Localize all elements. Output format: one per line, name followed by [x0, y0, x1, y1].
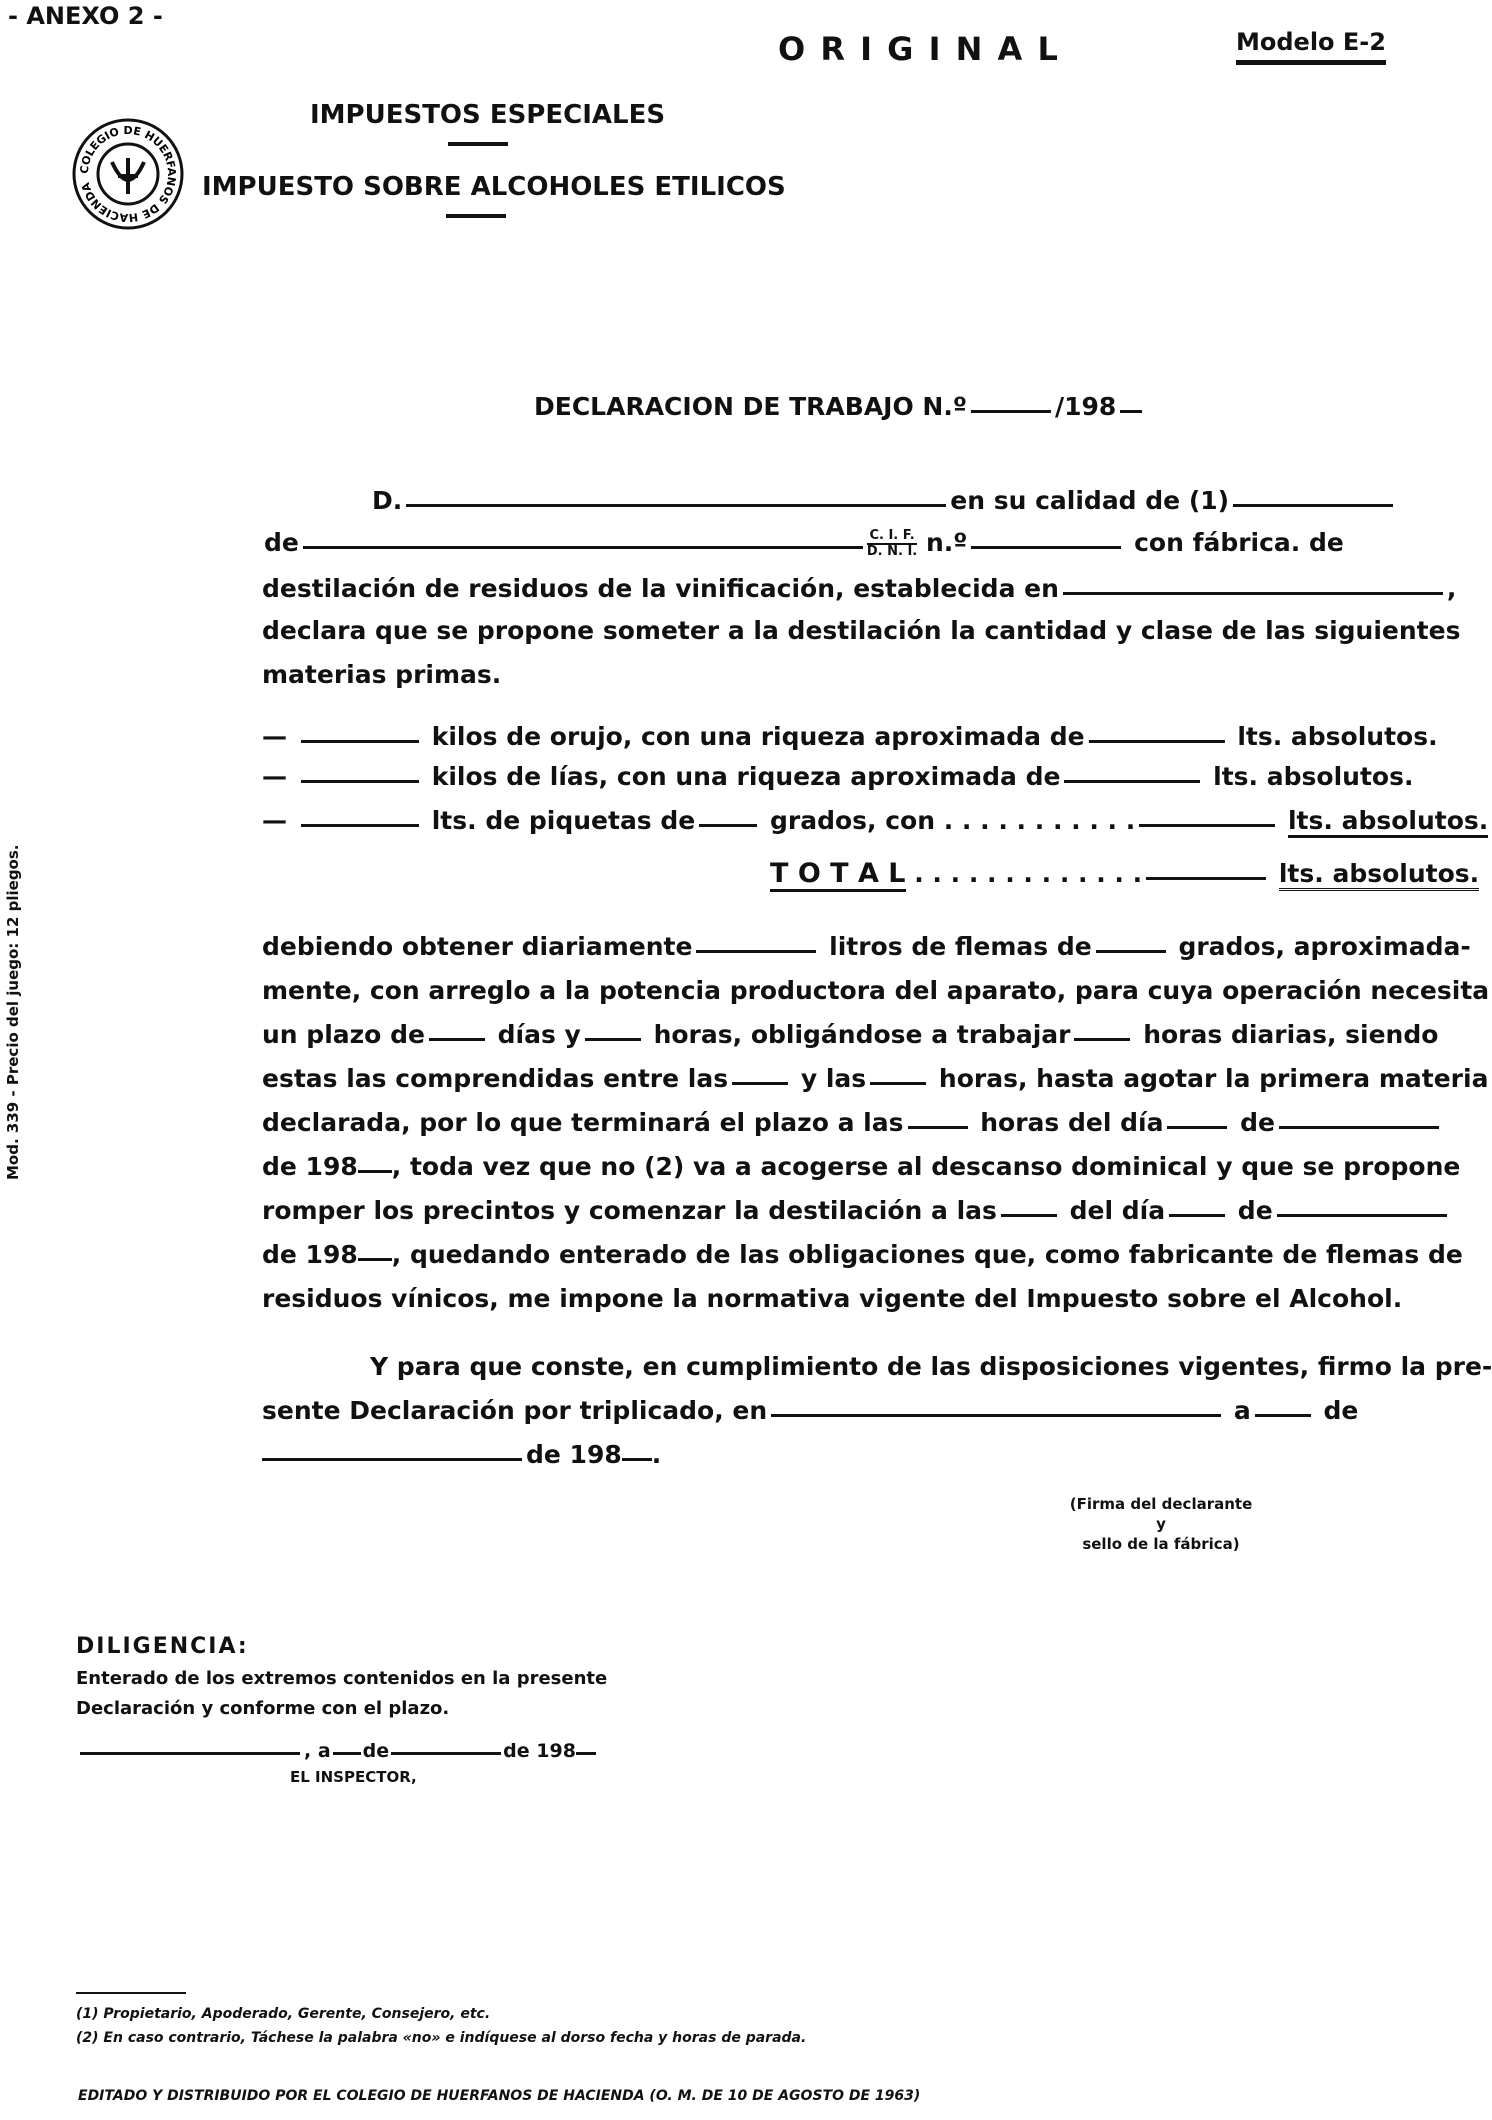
- seal-logo: [72, 118, 184, 230]
- closing-line-1: Y para que conste, en cumplimiento de las disposiciones vigentes, firmo la pre-: [370, 1352, 1492, 1381]
- original-label: O R I G I N A L: [778, 30, 1060, 68]
- form-line-3: destilación de residuos de la vinificación, establecida en ,: [262, 574, 1457, 603]
- para-line-9: residuos vínicos, me impone la normativa vigente del Impuesto sobre el Alcohol.: [262, 1284, 1403, 1313]
- total-row: T O T A L . . . . . . . . . . . . . lts. absolutos.: [770, 858, 1479, 889]
- header-line-1: IMPUESTOS ESPECIALES: [310, 100, 666, 130]
- declaration-title: DECLARACION DE TRABAJO N.º /198: [534, 392, 1146, 421]
- para-line-5: declarada, por lo que terminará el plazo a las horas del día de: [262, 1108, 1443, 1137]
- side-note: Mod. 339 - Precio del juego: 12 pliegos.: [4, 844, 22, 1180]
- inspector-label: EL INSPECTOR,: [290, 1768, 417, 1786]
- para-line-8: de 198 , quedando enterado de las obligaciones que, como fabricante de flemas de: [262, 1240, 1463, 1269]
- model-label: Modelo E-2: [1236, 28, 1386, 65]
- closing-line-2: sente Declaración por triplicado, en a de: [262, 1396, 1359, 1425]
- item-lias: — kilos de lías, con una riqueza aproximada de lts. absolutos.: [262, 762, 1414, 791]
- para-line-4: estas las comprendidas entre las y las horas, hasta agotar la primera materia: [262, 1064, 1489, 1093]
- signature-note: (Firma del declarante y sello de la fábrica): [1069, 1495, 1253, 1553]
- seal-text: COLEGIO DE HUERFANOS DE HACIENDA: [77, 123, 179, 225]
- form-line-2: de $\frac{C. I. F.}{D. N. I.}$ n.º con fábrica. de: [264, 528, 1344, 559]
- annex-label: - ANEXO 2 -: [8, 2, 163, 30]
- item-orujo: — kilos de orujo, con una riqueza aproximada de lts. absolutos.: [262, 722, 1438, 751]
- footnote-2: (2) En caso contrario, Táchese la palabra «no» e indíquese al dorso fecha y horas de parada.: [76, 2030, 807, 2046]
- form-line-1: D. en su calidad de (1): [372, 486, 1397, 515]
- publisher-note: EDITADO Y DISTRIBUIDO POR EL COLEGIO DE HUERFANOS DE HACIENDA (O. M. DE 10 DE AGOSTO DE 1963): [78, 2088, 921, 2104]
- form-line-4: declara que se propone someter a la destilación la cantidad y clase de las siguientes: [262, 616, 1461, 645]
- item-piquetas: — lts. de piquetas de grados, con . . . . . . . . . . . lts. absolutos.: [262, 806, 1488, 835]
- para-line-2: mente, con arreglo a la potencia productora del aparato, para cuya operación necesita: [262, 976, 1490, 1005]
- header-line-2: IMPUESTO SOBRE ALCOHOLES ETILICOS: [202, 172, 786, 202]
- para-line-6: de 198 , toda vez que no (2) va a acogerse al descanso dominical y que se propone: [262, 1152, 1461, 1181]
- diligencia-line-3: , a de de 198: [80, 1740, 596, 1762]
- diligencia-line-2: Declaración y conforme con el plazo.: [76, 1698, 450, 1719]
- footnote-1: (1) Propietario, Apoderado, Gerente, Consejero, etc.: [76, 2006, 491, 2022]
- para-line-1: debiendo obtener diariamente litros de flemas de grados, aproximada-: [262, 932, 1471, 961]
- closing-line-3: de 198 .: [262, 1440, 661, 1469]
- form-line-5: materias primas.: [262, 660, 502, 689]
- para-line-3: un plazo de días y horas, obligándose a trabajar horas diarias, siendo: [262, 1020, 1439, 1049]
- diligencia-title: DILIGENCIA:: [76, 1634, 249, 1659]
- diligencia-line-1: Enterado de los extremos contenidos en la presente: [76, 1668, 608, 1689]
- para-line-7: romper los precintos y comenzar la destilación a las del día de: [262, 1196, 1451, 1225]
